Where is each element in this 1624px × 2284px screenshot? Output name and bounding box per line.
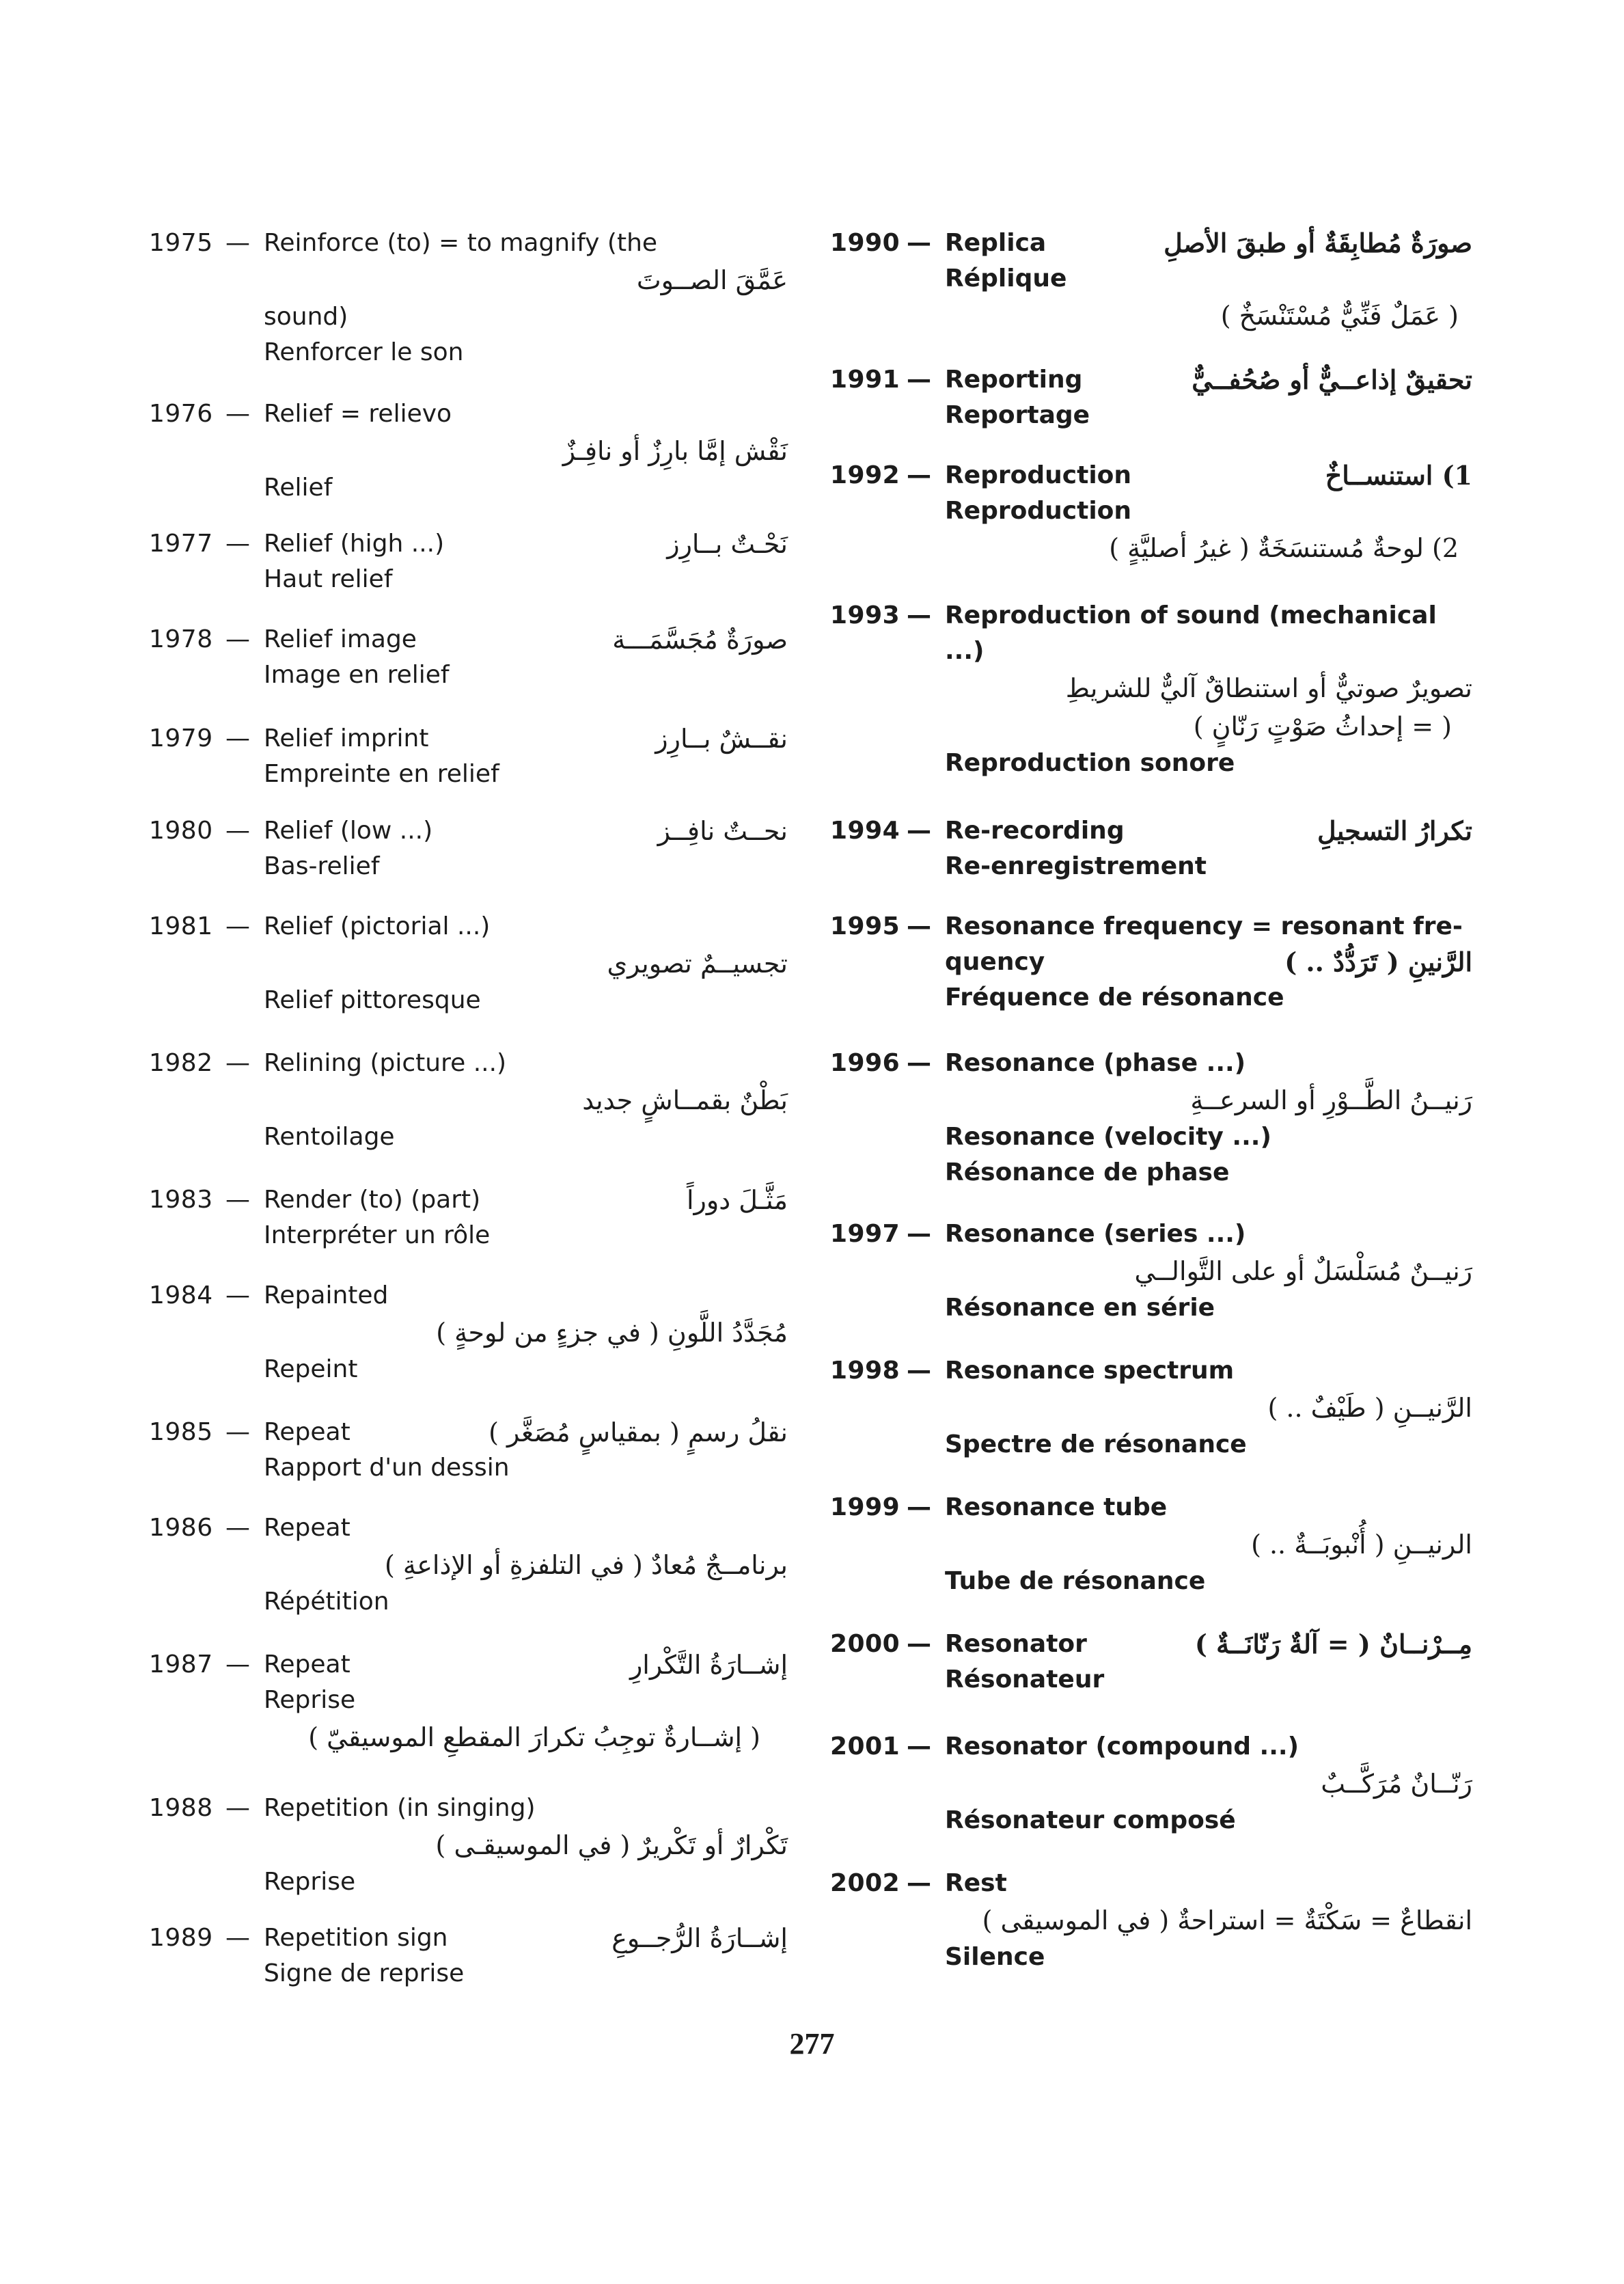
french-term: Résonateur composé bbox=[945, 1806, 1236, 1834]
english-variant: Resonance (velocity ...) bbox=[945, 1123, 1271, 1151]
entry-line bbox=[830, 634, 1472, 669]
arabic-term: بَطْنٌ بقمــاشٍ جديد bbox=[582, 1085, 788, 1115]
arabic-term: تجسيــمٌ تصويري bbox=[607, 949, 788, 979]
entry-dash: — bbox=[907, 817, 931, 845]
glossary-entry bbox=[830, 1046, 1472, 1191]
arabic-note: ( = إحداثُ صَوْتٍ رَنّانٍ ) bbox=[1193, 711, 1452, 742]
french-term: Repeint bbox=[264, 1355, 358, 1383]
french-term: Silence bbox=[945, 1943, 1045, 1971]
english-term: Repeat bbox=[264, 1650, 350, 1678]
arabic-term: مَثَّـلَ دوراً bbox=[687, 1185, 788, 1215]
entry-number: 1979 bbox=[149, 724, 213, 752]
entry-number: 1984 bbox=[149, 1281, 213, 1309]
entry-dash: — bbox=[907, 601, 931, 629]
entry-line bbox=[149, 1182, 788, 1218]
entry-number: 1983 bbox=[149, 1186, 213, 1214]
english-term: Relief (high ...) bbox=[264, 530, 445, 558]
glossary-entry bbox=[149, 396, 788, 506]
french-term: Interpréter un rôle bbox=[264, 1221, 491, 1249]
entry-line bbox=[149, 813, 788, 849]
arabic-note: 2) لوحةٌ مُستنسَخَةٌ ( غيرُ أصليَّةٍ ) bbox=[1109, 533, 1459, 563]
entry-line bbox=[149, 622, 788, 657]
entry-dash: — bbox=[225, 625, 250, 653]
glossary-entry bbox=[830, 1627, 1472, 1698]
english-term: Resonance (series ...) bbox=[945, 1220, 1246, 1248]
glossary-entry bbox=[149, 226, 788, 370]
entry-dash: — bbox=[907, 1493, 931, 1521]
french-term: Tube de résonance bbox=[945, 1567, 1206, 1595]
entry-number: 2002 bbox=[830, 1869, 900, 1897]
entry-number: 1980 bbox=[149, 817, 213, 845]
english-term: Resonance spectrum bbox=[945, 1357, 1235, 1385]
glossary-entry bbox=[149, 1647, 788, 1756]
entry-line bbox=[149, 1046, 788, 1081]
arabic-term: الرنيــنِ ( أُنْبوبَــةٌ .. ) bbox=[1251, 1530, 1472, 1560]
glossary-entry bbox=[149, 1510, 788, 1620]
entry-number: 1989 bbox=[149, 1924, 213, 1952]
entry-line bbox=[149, 757, 788, 792]
entry-line bbox=[149, 1218, 788, 1253]
entry-number: 1992 bbox=[830, 461, 900, 489]
arabic-term: إشــارَةُ التَّكْرارِ bbox=[629, 1650, 788, 1680]
english-term: Reproduction bbox=[945, 461, 1132, 489]
entry-number: 2001 bbox=[830, 1732, 900, 1760]
entry-line bbox=[149, 1791, 788, 1826]
french-term: Reportage bbox=[945, 401, 1090, 429]
entry-line bbox=[149, 657, 788, 693]
glossary-entry bbox=[149, 1415, 788, 1486]
glossary-entry bbox=[830, 909, 1472, 1016]
english-term: Repeat bbox=[264, 1514, 350, 1542]
entry-number: 1981 bbox=[149, 912, 213, 940]
glossary-entry bbox=[830, 1353, 1472, 1463]
arabic-term: انقطاعٌ = سَكْتَةٌ = استراحةٌ ( في الموسيقى ) bbox=[982, 1905, 1472, 1935]
entry-dash: — bbox=[225, 229, 250, 257]
term-continuation: sound) bbox=[264, 303, 348, 331]
glossary-entry bbox=[149, 813, 788, 884]
english-term: Resonator (compound ...) bbox=[945, 1732, 1299, 1760]
english-term: Repainted bbox=[264, 1281, 389, 1309]
english-term: Repetition (in singing) bbox=[264, 1794, 536, 1822]
entry-line bbox=[149, 1584, 788, 1620]
arabic-term: تَكْرارٌ أو تَكْريرٌ ( في الموسيقـى ) bbox=[435, 1830, 788, 1860]
entry-line bbox=[830, 1803, 1472, 1838]
entry-line bbox=[830, 1940, 1472, 1975]
entry-number: 1987 bbox=[149, 1650, 213, 1678]
entry-line bbox=[149, 1119, 788, 1155]
french-term: Résonateur bbox=[945, 1666, 1105, 1694]
french-term: Résonance de phase bbox=[945, 1158, 1230, 1186]
english-term: Re-recording bbox=[945, 817, 1125, 845]
entry-number: 1999 bbox=[830, 1493, 900, 1521]
arabic-term: الرَّنيــنِ ( طَيْفٌ .. ) bbox=[1267, 1393, 1472, 1423]
entry-line bbox=[830, 1662, 1472, 1698]
english-term: Render (to) (part) bbox=[264, 1186, 481, 1214]
entry-dash: — bbox=[907, 1357, 931, 1385]
entry-line bbox=[149, 1278, 788, 1314]
french-term: Répétition bbox=[264, 1588, 389, 1616]
english-term: Resonator bbox=[945, 1630, 1087, 1658]
entry-line bbox=[149, 299, 788, 335]
english-term: Resonance (phase ...) bbox=[945, 1049, 1246, 1077]
entry-line bbox=[149, 526, 788, 562]
entry-line bbox=[149, 1415, 788, 1450]
glossary-entry bbox=[830, 598, 1472, 781]
entry-line bbox=[149, 396, 788, 432]
term-continuation: quency bbox=[945, 948, 1045, 976]
glossary-entry bbox=[830, 813, 1472, 884]
french-term: Rentoilage bbox=[264, 1123, 395, 1151]
entry-dash: — bbox=[225, 1794, 250, 1822]
entry-dash: — bbox=[225, 530, 250, 558]
entry-line bbox=[149, 983, 788, 1018]
entry-dash: — bbox=[225, 1514, 250, 1542]
glossary-entry bbox=[830, 1490, 1472, 1599]
entry-dash: — bbox=[225, 912, 250, 940]
arabic-note: ( إشــارةٌ توجِبُ تكرارَ المقطعِ الموسيقيّ ) bbox=[308, 1722, 760, 1752]
glossary-entry bbox=[149, 1920, 788, 1991]
english-term: Resonance frequency = resonant fre- bbox=[945, 912, 1463, 940]
entry-number: 1988 bbox=[149, 1794, 213, 1822]
entry-line bbox=[830, 226, 1472, 261]
entry-number: 1998 bbox=[830, 1357, 900, 1385]
entry-dash: — bbox=[225, 724, 250, 752]
arabic-term: عَمَّقَ الصــوتَ bbox=[636, 265, 788, 295]
entry-number: 1975 bbox=[149, 229, 213, 257]
glossary-entry bbox=[830, 226, 1472, 335]
glossary-entry bbox=[149, 721, 788, 792]
arabic-term: رَنيــنُ الطَّــوْرِ أو السرعــةِ bbox=[1190, 1085, 1472, 1115]
entry-number: 1982 bbox=[149, 1049, 213, 1077]
entry-number: 1994 bbox=[830, 817, 900, 845]
french-term: Renforcer le son bbox=[264, 338, 464, 366]
entry-dash: — bbox=[225, 1650, 250, 1678]
entry-line bbox=[830, 1290, 1472, 1326]
french-term: Reproduction bbox=[945, 497, 1132, 525]
english-term: Relining (picture ...) bbox=[264, 1049, 507, 1077]
glossary-entry bbox=[149, 1182, 788, 1253]
entry-line bbox=[149, 1920, 788, 1956]
entry-line bbox=[830, 746, 1472, 781]
english-term: Replica bbox=[945, 229, 1047, 257]
term-continuation: ...) bbox=[945, 637, 985, 665]
french-term: Relief bbox=[264, 474, 333, 502]
arabic-term: برنامــجٌ مُعادٌ ( في التلفزةِ أو الإذاعةِ ) bbox=[384, 1550, 788, 1580]
french-term: Reproduction sonore bbox=[945, 749, 1235, 777]
arabic-term: إشــارَةُ الرُّجــوعِ bbox=[611, 1923, 788, 1953]
french-term: Relief pittoresque bbox=[264, 986, 481, 1014]
entry-line bbox=[149, 226, 788, 261]
entry-dash: — bbox=[225, 1281, 250, 1309]
arabic-term: صورَةٌ مُجَسَّمَـــة bbox=[612, 625, 788, 655]
arabic-term: 1) استنســاخٌ bbox=[1325, 460, 1472, 491]
entry-line bbox=[830, 493, 1472, 529]
entry-number: 2000 bbox=[830, 1630, 900, 1658]
entry-number: 1990 bbox=[830, 229, 900, 257]
entry-dash: — bbox=[225, 400, 250, 428]
entry-line bbox=[830, 1427, 1472, 1463]
glossary-entry bbox=[149, 1791, 788, 1900]
entry-dash: — bbox=[907, 1869, 931, 1897]
arabic-term: مِــرْنــانٌ ( = آلةٌ رَنّانَــةٌ ) bbox=[1194, 1629, 1472, 1659]
entry-line bbox=[149, 849, 788, 884]
french-term: Re-enregistrement bbox=[945, 852, 1207, 880]
entry-line bbox=[149, 909, 788, 944]
page-number: 277 bbox=[789, 2027, 835, 2061]
english-term: Rest bbox=[945, 1869, 1007, 1897]
entry-line bbox=[149, 721, 788, 757]
english-term: Relief = relievo bbox=[264, 400, 452, 428]
glossary-entry bbox=[149, 1278, 788, 1387]
glossary-entry bbox=[149, 526, 788, 597]
entry-dash: — bbox=[225, 1186, 250, 1214]
entry-line bbox=[149, 1864, 788, 1900]
arabic-term: تصويرٌ صوتيٌّ أو استنطاقٌ آليٌّ للشريطِ bbox=[1065, 673, 1472, 703]
french-term: Image en relief bbox=[264, 661, 450, 689]
glossary-entry bbox=[149, 909, 788, 1018]
entry-line bbox=[149, 1683, 788, 1718]
arabic-term: رَنيــنٌ مُسَلْسَلٌ أو على التَّوالــي bbox=[1134, 1256, 1472, 1286]
french-term: Reprise bbox=[264, 1868, 356, 1896]
entry-line bbox=[830, 1866, 1472, 1901]
entry-dash: — bbox=[907, 1732, 931, 1760]
entry-line bbox=[149, 470, 788, 506]
english-term: Repetition sign bbox=[264, 1924, 448, 1952]
entry-dash: — bbox=[225, 1049, 250, 1077]
glossary-entry bbox=[149, 622, 788, 693]
entry-dash: — bbox=[225, 1924, 250, 1952]
entry-dash: — bbox=[225, 1418, 250, 1446]
entry-line bbox=[149, 1647, 788, 1683]
entry-number: 1996 bbox=[830, 1049, 900, 1077]
entry-dash: — bbox=[225, 817, 250, 845]
entry-number: 1977 bbox=[149, 530, 213, 558]
entry-number: 1997 bbox=[830, 1220, 900, 1248]
glossary-entry bbox=[830, 1866, 1472, 1975]
french-term: Fréquence de résonance bbox=[945, 983, 1284, 1011]
french-term: Reprise bbox=[264, 1686, 356, 1714]
entry-number: 1986 bbox=[149, 1514, 213, 1542]
entry-dash: — bbox=[907, 1220, 931, 1248]
entry-dash: — bbox=[907, 229, 931, 257]
french-term: Empreinte en relief bbox=[264, 760, 499, 788]
english-term: Reproduction of sound (mechanical bbox=[945, 601, 1437, 629]
entry-line bbox=[830, 362, 1472, 398]
entry-dash: — bbox=[907, 1049, 931, 1077]
arabic-term: تحقيقٌ إذاعــيٌّ أو صُحُفــيٌّ bbox=[1192, 364, 1472, 395]
glossary-entry bbox=[830, 458, 1472, 567]
glossary-entry bbox=[830, 1729, 1472, 1838]
entry-line bbox=[830, 1729, 1472, 1765]
arabic-term: نحــتٌ نافِــز bbox=[657, 816, 788, 846]
entry-line bbox=[830, 1353, 1472, 1389]
entry-line bbox=[830, 944, 1472, 980]
entry-line bbox=[830, 1155, 1472, 1191]
arabic-term: الرَّنينِ ( تَرَدُّدٌ .. ) bbox=[1284, 947, 1472, 977]
entry-dash: — bbox=[907, 461, 931, 489]
entry-line bbox=[830, 1490, 1472, 1525]
entry-line bbox=[830, 398, 1472, 433]
entry-number: 1978 bbox=[149, 625, 213, 653]
entry-number: 1985 bbox=[149, 1418, 213, 1446]
entry-line bbox=[830, 980, 1472, 1016]
entry-number: 1991 bbox=[830, 366, 900, 394]
entry-dash: — bbox=[907, 366, 931, 394]
arabic-term: صورَةٌ مُطابِقَةٌ أو طبقَ الأصلِ bbox=[1164, 228, 1472, 258]
entry-line bbox=[830, 1564, 1472, 1599]
entry-line bbox=[830, 1216, 1472, 1252]
glossary-entry bbox=[149, 1046, 788, 1155]
english-term: Relief (pictorial ...) bbox=[264, 912, 491, 940]
french-term: Haut relief bbox=[264, 565, 393, 593]
entry-dash: — bbox=[907, 1630, 931, 1658]
french-term: Réplique bbox=[945, 264, 1067, 293]
entry-line bbox=[830, 1119, 1472, 1155]
entry-number: 1993 bbox=[830, 601, 900, 629]
arabic-term: مُجَدَّدُ اللَّونِ ( في جزءٍ من لوحةٍ ) bbox=[436, 1318, 788, 1348]
entry-line bbox=[149, 335, 788, 370]
entry-line bbox=[149, 562, 788, 597]
entry-line bbox=[830, 849, 1472, 884]
arabic-term: رَنّــانٌ مُرَكَّــبٌ bbox=[1321, 1769, 1472, 1799]
entry-line bbox=[149, 1510, 788, 1546]
entry-line bbox=[830, 261, 1472, 297]
entry-line bbox=[149, 1352, 788, 1387]
entry-line bbox=[149, 1956, 788, 1991]
arabic-term: تكرارُ التسجيلِ bbox=[1317, 815, 1472, 846]
french-term: Signe de reprise bbox=[264, 1959, 465, 1987]
english-term: Repeat bbox=[264, 1418, 350, 1446]
entry-line bbox=[830, 1627, 1472, 1662]
arabic-term: نَقْش إمَّا بارِزٌ أو نافِـزٌ bbox=[562, 436, 788, 466]
entry-line bbox=[830, 598, 1472, 634]
entry-line bbox=[830, 1046, 1472, 1081]
english-term: Reinforce (to) = to magnify (the bbox=[264, 229, 658, 257]
entry-dash: — bbox=[907, 912, 931, 940]
french-term: Spectre de résonance bbox=[945, 1430, 1247, 1458]
entry-number: 1976 bbox=[149, 400, 213, 428]
english-term: Reporting bbox=[945, 366, 1083, 394]
entry-line bbox=[149, 1450, 788, 1486]
arabic-note: ( عَمَلٌ فَنِّيٌّ مُسْتَنْسَخٌ ) bbox=[1220, 301, 1459, 331]
french-term: Rapport d'un dessin bbox=[264, 1454, 510, 1482]
entry-line bbox=[830, 813, 1472, 849]
english-term: Resonance tube bbox=[945, 1493, 1168, 1521]
french-term: Bas-relief bbox=[264, 852, 380, 880]
english-term: Relief (low ...) bbox=[264, 817, 433, 845]
glossary-entry bbox=[830, 1216, 1472, 1326]
english-term: Relief imprint bbox=[264, 724, 429, 752]
arabic-term: نقلُ رسمٍ ( بمقياسٍ مُصَغَّر ) bbox=[488, 1417, 788, 1447]
english-term: Relief image bbox=[264, 625, 417, 653]
french-term: Résonance en série bbox=[945, 1294, 1215, 1322]
arabic-term: نقــشٌ بــارِز bbox=[655, 724, 788, 754]
entry-line bbox=[830, 909, 1472, 944]
glossary-entry bbox=[830, 362, 1472, 433]
entry-number: 1995 bbox=[830, 912, 900, 940]
entry-line bbox=[830, 458, 1472, 493]
arabic-term: نَحْـتٌ بــارِز bbox=[667, 529, 788, 559]
